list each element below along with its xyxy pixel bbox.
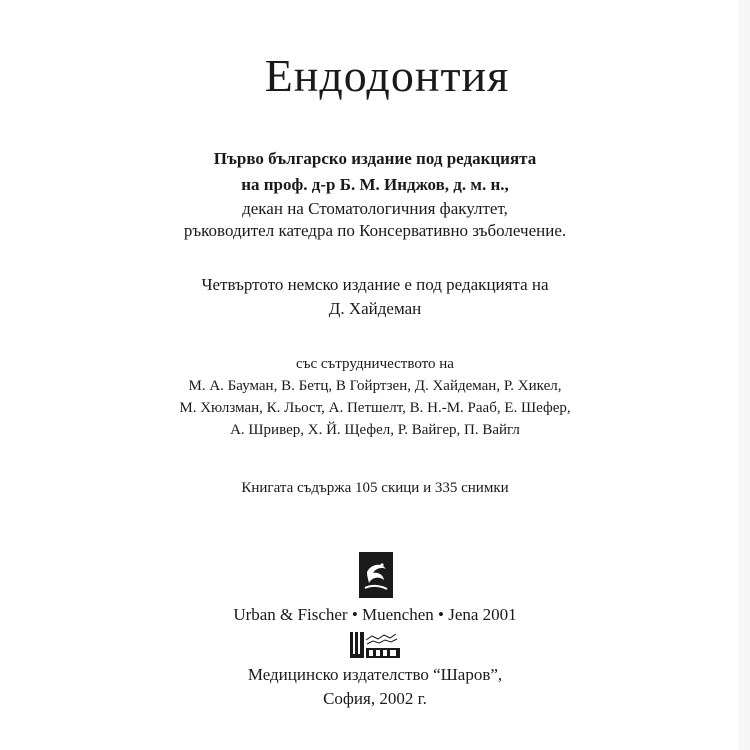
contributors-line-2: М. Хюлзман, К. Льост, А. Петшелт, В. Н.-М. Рааб, Е. Шефер,: [179, 400, 571, 416]
publisher-original: Urban & Fischer • Muenchen • Jena 2001: [233, 605, 517, 624]
editor-line-1: Първо българско издание под редакцията: [213, 149, 537, 168]
scan-edge: [738, 0, 750, 750]
book-title: Ендодонтия: [264, 50, 510, 101]
editor-line-3: декан на Стоматологичния факултет,: [242, 199, 508, 218]
contributors-line-1: М. А. Бауман, В. Бетц, В Гойртзен, Д. Хайдеман, Р. Хикел,: [188, 378, 562, 394]
contents-note: Книгата съдържа 105 скици и 335 снимки: [241, 480, 509, 496]
sharov-publisher-logo: [349, 630, 403, 662]
contributors-intro: със сътрудничеството на: [296, 356, 454, 372]
urban-fischer-logo: [359, 552, 393, 598]
german-edition-line-1: Четвъртото немско издание е под редакцията на: [201, 275, 549, 294]
publisher-bg-line-1: Медицинско издателство “Шаров”,: [247, 665, 503, 684]
german-edition-line-2: Д. Хайдеман: [328, 299, 422, 318]
editor-line-2: на проф. д-р Б. М. Инджов, д. м. н.,: [241, 175, 509, 194]
editor-line-4: ръководител катедра по Консервативно зъболечение.: [183, 221, 567, 240]
contributors-line-3: А. Шривер, Х. Й. Щефел, Р. Вайгер, П. Вайгл: [230, 422, 520, 438]
publisher-bg-line-2: София, 2002 г.: [323, 689, 427, 708]
